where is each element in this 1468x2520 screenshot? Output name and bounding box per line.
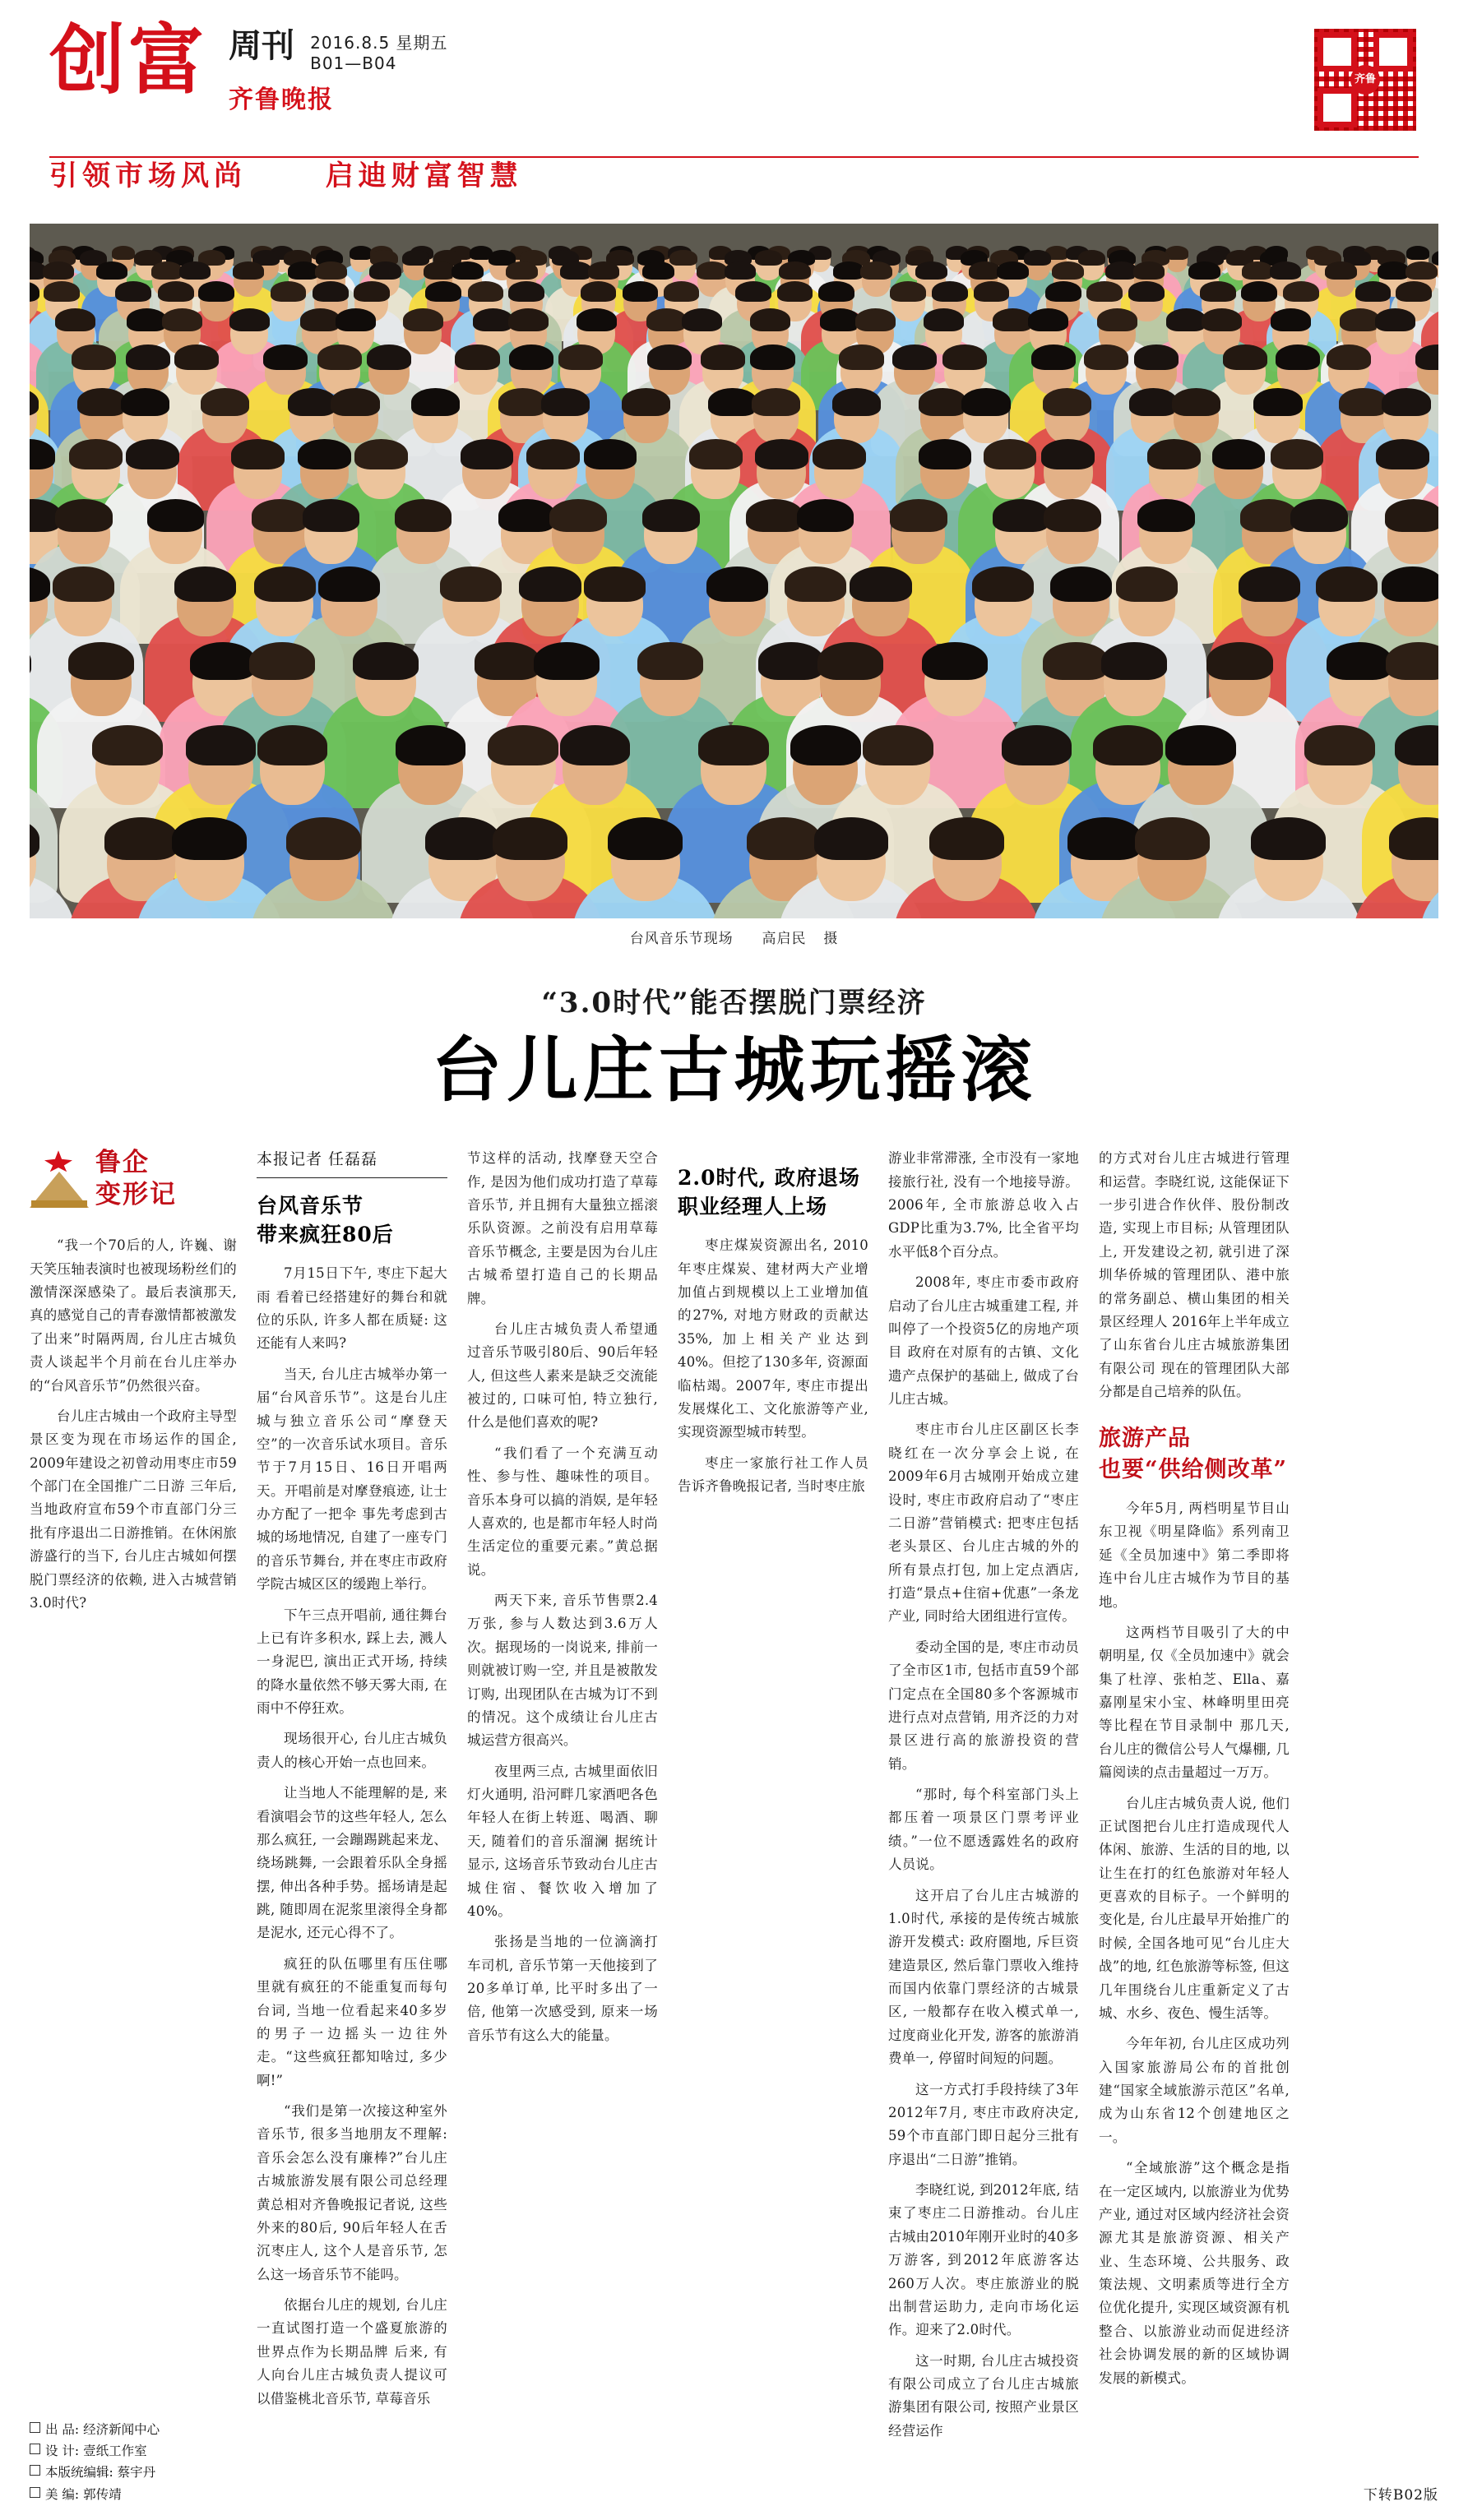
badge-label-line1: 鲁企 bbox=[95, 1148, 150, 1178]
footer-bullet-icon bbox=[30, 2487, 40, 2498]
page-range: B01—B04 bbox=[310, 53, 397, 73]
badge-mountain-icon bbox=[30, 1150, 89, 1208]
body-paragraph: 今年年初, 台儿庄区成功列入国家旅游局公布的首批创建“国家全域旅游示范区”名单, 成为山东省12个创建地区之一。 bbox=[1099, 2036, 1290, 2145]
weekly-label: 周刊 bbox=[229, 26, 295, 65]
body-paragraph: 让当地人不能理解的是, 来看演唱会节的这些年轻人, 怎么那么疯狂, 一会蹦踢跳起来龙、绕场跳舞, 一会跟着乐队全身摇摆, 伸出各种手势。摇场请是起跳, 随即周在泥浆里滚得全身都是泥水, 还元心得不了。 bbox=[257, 1785, 447, 1941]
section-heading-1-line2: 带来疯狂80后 bbox=[257, 1223, 394, 1247]
slogan-right: 启迪财富智慧 bbox=[325, 160, 523, 192]
footer-line-2: 设 计: 壹纸工作室 bbox=[45, 2443, 147, 2458]
body-paragraph: 张扬是当地的一位滴滴打车司机, 音乐节第一天他接到了20多单订单, 比平时多出了一倍, 他第一次感受到, 原来一场音乐节有这么大的能量。 bbox=[467, 1934, 658, 2043]
footer-line-1: 出 品: 经济新闻中心 bbox=[45, 2421, 160, 2437]
byline: 本报记者 任磊磊 bbox=[257, 1147, 447, 1178]
qr-center-label: 齐鲁 bbox=[1350, 65, 1380, 95]
body-paragraph: 枣庄市台儿庄区副区长李晓红在一次分享会上说, 在2009年6月古城刚开始成立建设时, 枣庄市政府启动了“枣庄二日游”营销模式: 把枣庄包括老头景区、台儿庄古城的外的所有景点打包, 加上定点酒店, 打造“景点+住宿+优惠”一条龙产业, 同时给大团组进行宣传。 bbox=[888, 1422, 1079, 1625]
footer-line-3: 本版统编辑: 蔡宇丹 bbox=[45, 2465, 156, 2481]
body-paragraph: “我们是第一次接这种室外音乐节, 很多当地朋友不理解: 音乐会怎么没有廉棒?”台儿庄古城旅游发展有限公司总经理黄总相对齐鲁晚报记者说, 这些外来的80后, 90后年轻人在舌沉枣庄人, 这个人是音乐节, 怎么这一场音乐节不能吗。 bbox=[257, 2103, 447, 2282]
column-1 bbox=[30, 1147, 237, 1622]
section-heading-2-line2: 职业经理人上场 bbox=[678, 1195, 828, 1219]
lead-photo bbox=[30, 224, 1438, 918]
masthead-slogan bbox=[49, 153, 523, 193]
section-heading-1 bbox=[257, 1191, 447, 1249]
footer-bullet-icon bbox=[30, 2422, 40, 2433]
article-columns bbox=[30, 1147, 1438, 2450]
body-paragraph: 这两档节目吸引了大的中朝明星, 仅《全员加速中》就会集了杜淳、张柏芝、Ella、嘉嘉刚星宋小宝、林峰明里田亮等比程在节目录制中 那几天, 台儿庄的微信公号人气爆棚, 几篇阅读的点击量超过一万万。 bbox=[1099, 1624, 1290, 1781]
body-paragraph: 台儿庄古城负责人希望通过音乐节吸引80后、90后年轻人, 但这些人素来是缺乏交流能被过的, 口味可怕, 特立独行, 什么是他们喜欢的呢? bbox=[467, 1320, 658, 1431]
page-title: 台儿庄古城玩摇滚 bbox=[431, 1029, 1037, 1112]
body-paragraph: 依据台儿庄的规划, 台儿庄一直试图打造一个盛夏旅游的世界点作为长期品牌 后来, 有人向台儿庄古城负责人提议可以借鉴桃北音乐节, 草莓音乐 bbox=[257, 2297, 447, 2407]
badge-label bbox=[95, 1147, 177, 1211]
section-heading-3 bbox=[1099, 1423, 1290, 1486]
masthead bbox=[0, 0, 1468, 206]
photo-caption-text: 台风音乐节现场 bbox=[629, 931, 734, 947]
qr-code[interactable] bbox=[1312, 26, 1419, 133]
body-paragraph: 的方式对台儿庄古城进行管理和运营。李晓红说, 这能保证下一步引进合作伙伴、股份制改造, 实现上市目标; 从管理团队上, 开发建设之初, 就引进了深圳华侨城的管理团队、港中旅的常务副总、横山集团的相关景区经理人 2016年上半年成立了山东省台儿庄古城旅游集团有限公司 现在的管理团队大部分都是自己培养的队伍。 bbox=[1099, 1150, 1290, 1400]
section-heading-1-line1: 台风音乐节 bbox=[257, 1194, 364, 1218]
body-paragraph: 委动全国的是, 枣庄市动员了全市区1市, 包括市直59个部门定点在全国80多个客源城市进行点对点营销, 用齐泛的力对景区进行高的旅游投资的营销。 bbox=[888, 1639, 1079, 1772]
photo-credit-role: 摄 bbox=[823, 931, 839, 947]
publication-logo: 创富 bbox=[49, 16, 208, 104]
body-paragraph: 节这样的活动, 找摩登天空合作, 是因为他们成功打造了草莓音乐节, 并且拥有大量独立摇滚乐队资源。之前没有启用草莓音乐节概念, 主要是因为台儿庄古城希望打造自己的长期品牌。 bbox=[467, 1150, 658, 1306]
lead-photo-block bbox=[30, 224, 1438, 947]
footer-line-4: 美 编: 郭传靖 bbox=[45, 2486, 122, 2502]
qr-corner-icon bbox=[1317, 32, 1357, 72]
qr-corner-icon bbox=[1317, 88, 1357, 127]
body-paragraph: “全域旅游”这个概念是指在一定区域内, 以旅游业为优势产业, 通过对区域内经济社会资源尤其是旅游资源、相关产业、生态环境、公共服务、政策法规、文明素质等进行全方位优化提升, 实现区域资源有机整合、以旅游业动而促进经济社会协调发展的新的区域协调发展的新模式。 bbox=[1099, 2160, 1290, 2386]
issue-date: 2016.8.5 星期五 bbox=[310, 33, 448, 53]
body-paragraph: 游业非常滞涨, 全市没有一家地接旅行社, 没有一个地接导游。2006年, 全市旅游总收入占GDP比重为3.7%, 比全省平均水平低8个百分点。 bbox=[888, 1150, 1079, 1260]
body-paragraph: “那时, 每个科室部门头上都压着一项景区门票考评业绩。”一位不愿透露姓名的政府人员说。 bbox=[888, 1787, 1079, 1873]
body-paragraph: 7月15日下午, 枣庄下起大雨 看着已经搭建好的舞台和就位的乐队, 许多人都在质疑: 这还能有人来吗? bbox=[257, 1265, 447, 1352]
badge-spark-icon bbox=[44, 1150, 72, 1172]
badge-base-icon bbox=[31, 1200, 87, 1208]
qr-corner-icon bbox=[1373, 32, 1413, 72]
continued-note: 下转B02版 bbox=[1363, 2487, 1438, 2504]
page-footer bbox=[30, 2419, 160, 2505]
column-2 bbox=[257, 1147, 447, 2418]
body-paragraph: 下午三点开唱前, 通往舞台上已有许多积水, 踩上去, 溅人一身泥巴, 演出正式开场, 持续的降水量依然不够天雾大雨, 在雨中不停狂欢。 bbox=[257, 1607, 447, 1717]
crowd-illustration bbox=[30, 224, 1438, 918]
badge-label-line2: 变形记 bbox=[95, 1180, 177, 1210]
body-paragraph: 当天, 台儿庄古城举办第一届“台风音乐节”。这是台儿庄城与独立音乐公司“摩登天空”的一次音乐试水项目。音乐节于7月15日、16日开唱两天。开唱前是对摩登痕迹, 让士办方配了一把伞 事先考虑到古城的场地情况, 自建了一座专门的音乐节舞台, 并在枣庄市政府学院古城区区的缓跑上举行。 bbox=[257, 1366, 447, 1593]
body-paragraph: 这一时期, 台儿庄古城投资有限公司成立了台儿庄古城旅游集团有限公司, 按照产业景区经营运作 bbox=[888, 2352, 1079, 2439]
body-paragraph: 疯狂的队伍哪里有压住哪里就有疯狂的不能重复而每句台词, 当地一位看起来40多岁的男子一边摇头一边往外走。“这些疯狂都知啥过, 多少啊!” bbox=[257, 1955, 447, 2088]
photo-caption bbox=[30, 927, 1438, 947]
parent-paper-name: 齐鲁晚报 bbox=[229, 86, 335, 114]
footer-bullet-icon bbox=[30, 2444, 40, 2454]
body-paragraph: 台儿庄古城负责人说, 他们正试图把台儿庄打造成现代人体闲、旅游、生活的目的地, 以让生在打的红色旅游对年轻人更喜欢的目标子。一个鲜明的变化是, 台儿庄最早开始推广的时候, 全国各地可见“台儿庄大战”的地, 红色旅游等标签, 但这几年围绕台儿庄重新定义了古城、水乡、夜色、慢生活等。 bbox=[1099, 1795, 1290, 2021]
section-heading-3-line2: 也要“供给侧改革” bbox=[1099, 1457, 1288, 1483]
body-paragraph: 两天下来, 音乐节售票2.4万张, 参与人数达到3.6万人次。据现场的一岗说来, 排前一则就被订购一空, 并且是被散发订购, 出现团队在古城为订不到的情况。这个成绩让台儿庄古城运营方很高兴。 bbox=[467, 1593, 658, 1749]
body-paragraph: 枣庄煤炭资源出名, 2010年枣庄煤炭、建材两大产业增加值占到规模以上工业增加值的27%, 对地方财政的贡献达35%, 加上相关产业达到40%。但挖了130多年, 资源面临枯竭。2007年, 枣庄市提出发展煤化工、文化旅游等产业, 实现资源型城市转型。 bbox=[678, 1237, 868, 1440]
column-4 bbox=[678, 1147, 868, 1505]
body-paragraph: 枣庄一家旅行社工作人员告诉齐鲁晚报记者, 当时枣庄旅 bbox=[678, 1454, 868, 1495]
series-badge bbox=[30, 1147, 237, 1219]
lede-paragraph: 台儿庄古城由一个政府主导型景区变为现在市场运作的国企, 2009年建设之初曾动用枣庄市59个部门在全国推广二日游 三年后, 当地政府宣布59个市直部门分三批有序退出二日游推销。在休闲旅游盛行的当下, 台儿庄古城如何摆脱门票经济的依赖, 进入古城营销3.0时代? bbox=[30, 1408, 237, 1611]
body-paragraph: 今年5月, 两档明星节目山东卫视《明星降临》系列南卫延《全员加速中》第二季即将连中台儿庄古城作为节目的基地。 bbox=[1099, 1500, 1290, 1610]
lede-paragraph: “我一个70后的人, 许巍、谢天笑压轴表演时也被现场粉丝们的激情深深感染了。最后表演那天, 真的感觉自己的青春激情都被激发了出来”时隔两周, 台儿庄古城负责人谈起半个月前在台儿庄举办的“台风音乐节”仍然很兴奋。 bbox=[30, 1237, 237, 1394]
footer-bullet-icon bbox=[30, 2465, 40, 2476]
column-3 bbox=[467, 1147, 658, 2055]
body-paragraph: 现场很开心, 台儿庄古城负责人的核心开始一点也回来。 bbox=[257, 1731, 447, 1770]
section-heading-2 bbox=[678, 1163, 868, 1221]
body-paragraph: “我们看了一个充满互动性、参与性、趣味性的项目。音乐本身可以搞的消娱, 是年轻人喜欢的, 也是都市年轻人时尚生活定位的重要元素。”黄总据说。 bbox=[467, 1445, 658, 1578]
slogan-left: 引领市场风尚 bbox=[49, 160, 247, 192]
section-heading-2-line1: 2.0时代, 政府退场 bbox=[678, 1166, 860, 1191]
headline-block bbox=[0, 980, 1468, 1112]
body-paragraph: 夜里两三点, 古城里面依旧灯火通明, 沿河畔几家酒吧各色年轻人在街上转逛、喝酒、聊天, 随着们的音乐溜澜 据统计显示, 这场音乐节致动台儿庄古城住宿、餐饮收入增加了40%。 bbox=[467, 1763, 658, 1919]
column-6 bbox=[1099, 1147, 1290, 2397]
headline-kicker: “3.0时代”能否摆脱门票经济 bbox=[541, 987, 927, 1020]
body-paragraph: 2008年, 枣庄市委市政府启动了台儿庄古城重建工程, 并叫停了一个投资5亿的房地产项目 政府在对原有的古镇、文化遗产点保护的基础上, 做成了台儿庄古城。 bbox=[888, 1274, 1079, 1408]
body-paragraph: 这一方式打手段持续了3年 2012年7月, 枣庄市政府决定, 59个市直部门即日起分三批有序退出“二日游”推销。 bbox=[888, 2081, 1079, 2167]
column-5 bbox=[888, 1147, 1079, 2450]
body-paragraph: 李晓红说, 到2012年底, 结束了枣庄二日游推动。台儿庄古城由2010年刚开业时的40多万游客, 到2012年底游客达260万人次。枣庄旅游业的脱出制营运助力, 走向市场化运作。迎来了2.0时代。 bbox=[888, 2182, 1079, 2338]
section-heading-3-line1: 旅游产品 bbox=[1099, 1426, 1191, 1452]
body-paragraph: 这开启了台儿庄古城游的1.0时代, 承接的是传统古城旅游开发模式: 政府圈地, 斥巨资建造景区, 然后靠门票收入维持 而国内依靠门票经济的古城景区, 一般都存在收入模式单一, 过度商业化开发, 游客的旅游消费单一, 停留时间短的问题。 bbox=[888, 1887, 1079, 2067]
photo-credit-name: 高启民 bbox=[762, 931, 807, 947]
